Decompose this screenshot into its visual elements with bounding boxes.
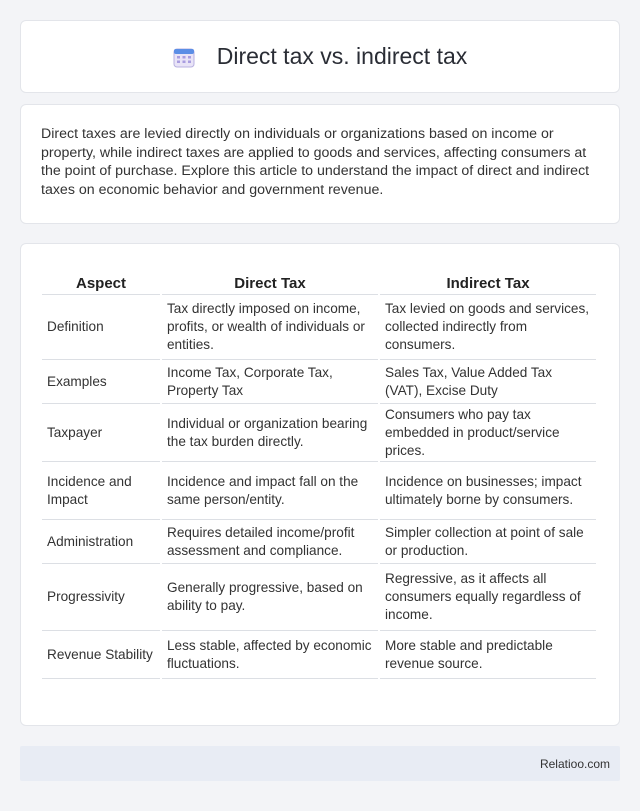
indirect-tax-cell: Regressive, as it affects all consumers equally regardless of income. [380,564,596,631]
direct-tax-cell: Income Tax, Corporate Tax, Property Tax [162,360,378,404]
aspect-cell: Progressivity [42,564,160,631]
indirect-tax-cell: Tax levied on goods and services, collected indirectly from consumers. [380,295,596,360]
table-row [42,631,596,679]
header-card [20,20,620,93]
indirect-tax-cell: Consumers who pay tax embedded in product/service prices. [380,404,596,462]
table-header-row [42,266,596,295]
column-header: Indirect Tax [380,266,596,295]
column-header: Direct Tax [162,266,378,295]
indirect-tax-cell: Simpler collection at point of sale or production. [380,520,596,564]
table-row [42,404,596,462]
calendar-icon [173,46,195,68]
table-row [42,462,596,520]
footer [20,746,620,781]
page-title: Direct tax vs. indirect tax [216,43,468,69]
table-row [42,520,596,564]
aspect-cell: Revenue Stability [42,631,160,679]
aspect-cell: Incidence and Impact [42,462,160,520]
aspect-cell: Taxpayer [42,404,160,462]
aspect-cell: Administration [42,520,160,564]
footer-brand: Relatioo.com [539,757,610,771]
comparison-card [20,243,620,726]
direct-tax-cell: Requires detailed income/profit assessment and compliance. [162,520,378,564]
table-row [42,295,596,360]
direct-tax-cell: Incidence and impact fall on the same person/entity. [162,462,378,520]
direct-tax-cell: Tax directly imposed on income, profits, or wealth of individuals or entities. [162,295,378,360]
indirect-tax-cell: Incidence on businesses; impact ultimately borne by consumers. [380,462,596,520]
intro-paragraph: Direct taxes are levied directly on individuals or organizations based on income or property, while indirect taxes are applied to goods and services, affecting consumers at the point of purchase. Explore this article to understand the impact of direct and indirect taxes on economic behavior and government revenue. [41,126,590,198]
direct-tax-cell: Less stable, affected by economic fluctuations. [162,631,378,679]
column-header: Aspect [42,266,160,295]
intro-card [20,104,620,224]
comparison-table [40,266,598,679]
aspect-cell: Examples [42,360,160,404]
aspect-cell: Definition [42,295,160,360]
direct-tax-cell: Generally progressive, based on ability to pay. [162,564,378,631]
table-row [42,564,596,631]
indirect-tax-cell: More stable and predictable revenue source. [380,631,596,679]
table-row [42,360,596,404]
direct-tax-cell: Individual or organization bearing the tax burden directly. [162,404,378,462]
indirect-tax-cell: Sales Tax, Value Added Tax (VAT), Excise Duty [380,360,596,404]
